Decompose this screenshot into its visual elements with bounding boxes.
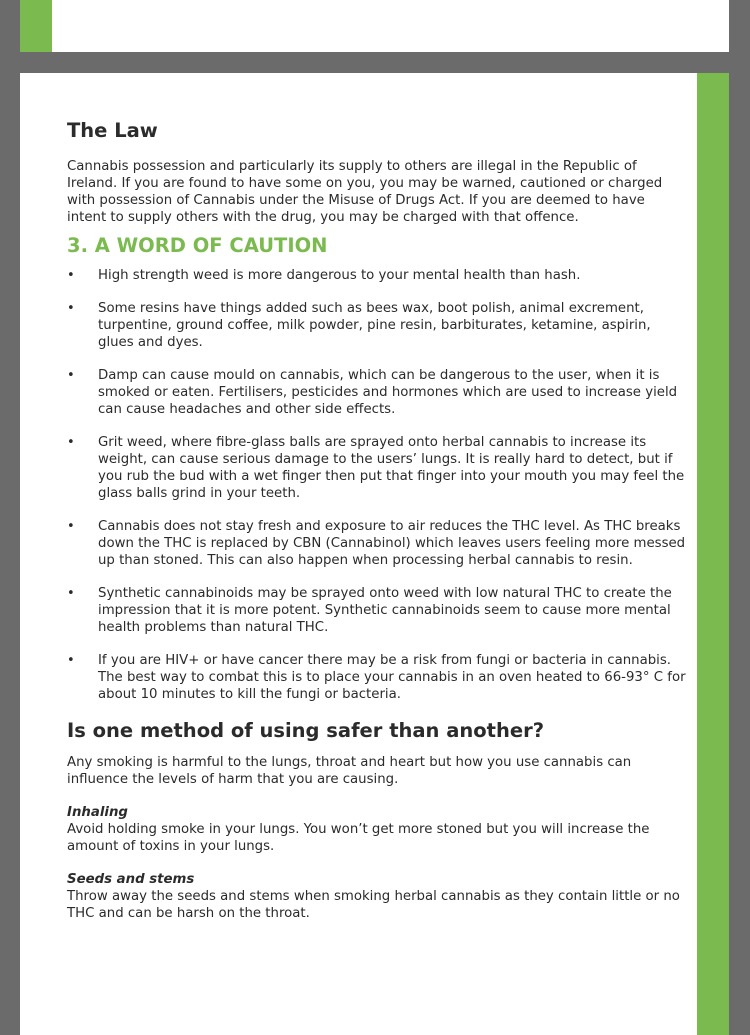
document-page — [20, 73, 729, 1035]
list-item: • Synthetic cannabinoids may be sprayed onto weed with low natural THC to create the impression that it is more potent. Synthetic cannabinoids seem to cause more mental health problems than natural THC. — [67, 585, 687, 636]
list-item: • High strength weed is more dangerous to your mental health than hash. — [67, 267, 687, 284]
page-edge-stripe — [697, 73, 729, 1035]
page-edge-stripe — [20, 0, 52, 52]
list-item: • Some resins have things added such as bees wax, boot polish, animal excrement, turpentine, ground coffee, milk powder, pine resin, barbiturates, ketamine, aspirin, glues and dyes. — [67, 300, 687, 351]
previous-page — [20, 0, 729, 52]
seeds-paragraph: Throw away the seeds and stems when smoking herbal cannabis as they contain little or no THC and can be harsh on the throat. — [67, 889, 680, 921]
law-heading: The Law — [67, 119, 158, 142]
inhaling-heading: Inhaling — [67, 805, 128, 820]
list-item: • Cannabis does not stay fresh and exposure to air reduces the THC level. As THC breaks down the THC is replaced by CBN (Cannabinol) which leaves users feeling more messed up than stoned. This can also happen when processing herbal cannabis to resin. — [67, 518, 687, 569]
law-paragraph: Cannabis possession and particularly its supply to others are illegal in the Republic of Ireland. If you are found to have some on you, you may be warned, cautioned or charged with possession of Cannabis under the Misuse of Drugs Act. If you are deemed to have intent to supply others with the drug, you may be charged with that offence. — [67, 159, 663, 225]
caution-list — [67, 267, 687, 703]
seeds-heading: Seeds and stems — [67, 872, 195, 887]
method-heading: Is one method of using safer than another? — [67, 719, 545, 742]
page-content — [67, 119, 687, 922]
list-item: • Damp can cause mould on cannabis, which can be dangerous to the user, when it is smoked or eaten. Fertilisers, pesticides and hormones which are used to increase yield can cause headaches and other side effects. — [67, 367, 687, 418]
list-item: • If you are HIV+ or have cancer there may be a risk from fungi or bacteria in cannabis. The best way to combat this is to place your cannabis in an oven heated to 66-93° C for about 10 minutes to kill the fungi or bacteria. — [67, 652, 687, 703]
method-intro: Any smoking is harmful to the lungs, throat and heart but how you use cannabis can influence the levels of harm that you are causing. — [67, 755, 632, 787]
caution-heading: 3. A WORD OF CAUTION — [67, 234, 328, 257]
list-item: • Grit weed, where fibre-glass balls are sprayed onto herbal cannabis to increase its weight, can cause serious damage to the users’ lungs. It is really hard to detect, but if you rub the bud with a wet finger then put that finger into your mouth you may feel the glass balls grind in your teeth. — [67, 434, 687, 502]
inhaling-paragraph: Avoid holding smoke in your lungs. You won’t get more stoned but you will increase the amount of toxins in your lungs. — [67, 822, 650, 854]
